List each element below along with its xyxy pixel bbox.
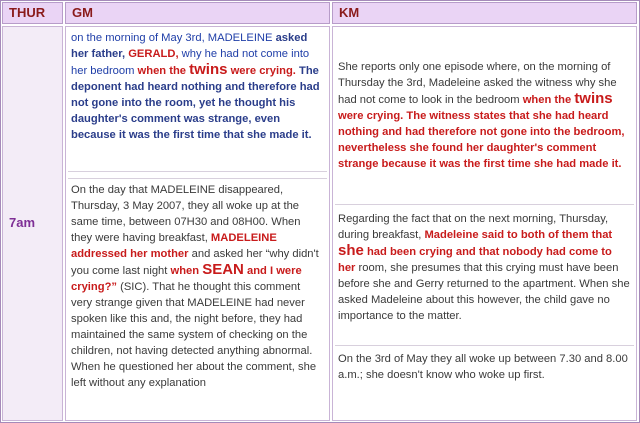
header-thur: THUR <box>2 2 63 24</box>
text-run: when <box>170 265 203 277</box>
text-run: The witness states that she had heard nothing and had therefore not gone into the bedroom, nevertheless she found her daughter's comment strange because it was the first time she had made it. <box>338 110 625 170</box>
text-run: asked her father, <box>71 32 308 60</box>
text-run: Madeleine said to both of them that <box>424 229 613 241</box>
text-run: were crying. <box>338 110 404 122</box>
gm-column <box>65 26 330 421</box>
time-label: 7am <box>9 215 36 230</box>
text-run: room, she presumes that this crying must have been before she and Gerry returned to the apartment. When she asked Madeleine about this however, the child gave no importance to the matter. <box>338 262 630 322</box>
divider <box>335 345 634 348</box>
header-km: KM <box>332 2 637 24</box>
text-run: and I were crying?” <box>71 265 302 293</box>
text-run: when the <box>137 65 190 77</box>
text-run: She reports only one episode where, on the morning of Thursday the 3rd, Madeleine asked the witness why she had not come to look in the bedroom <box>338 61 617 106</box>
divider <box>68 171 327 179</box>
text-run: SEAN <box>202 261 244 278</box>
km-paragraph-2 <box>335 209 634 349</box>
time-column <box>2 26 63 421</box>
text-run: MADELEINE addressed her mother <box>71 232 277 260</box>
text-run: twins <box>574 90 613 107</box>
text-run: On the 3rd of May they all woke up between 7.30 and 8.00 a.m.; she doesn't know who woke up first. <box>338 353 628 381</box>
text-run: on the morning of May 3rd, MADELEINE <box>71 32 276 44</box>
text-run: why he had not come into her bedroom <box>71 48 310 77</box>
text-run: The deponent had heard nothing and therefore had not gone into the room, yet he thought his daughter's comment was strange, even because it was the first time that she made it. <box>71 65 320 141</box>
km-column <box>332 26 637 421</box>
text-run: Regarding the fact that on the next morning, Thursday, during breakfast, <box>338 213 609 241</box>
text-run: had been crying and that nobody had come to her <box>338 246 612 274</box>
text-run: twins <box>189 61 228 78</box>
text-run: she <box>338 242 364 259</box>
text-run: (SIC). That he thought this comment very strange given that MADELEINE had never spoken like this and, the night before, they had maintained the same system of checking on the children, not having detected anything abnormal. When he questioned her about the comment, she left without any explanation <box>71 281 317 389</box>
text-run: On the day that MADELEINE disappeared, Thursday, 3 May 2007, they all woke up at the same time, between 07H30 and 08H00. When they were having breakfast, <box>71 184 301 244</box>
text-run: and asked her “why didn't you come last night <box>71 248 319 277</box>
divider <box>335 204 634 207</box>
gm-paragraph-1 <box>68 28 327 168</box>
text-run: when the <box>522 94 575 106</box>
gm-paragraph-2 <box>68 180 327 419</box>
km-paragraph-3 <box>335 349 634 419</box>
text-run: GERALD, <box>128 48 179 60</box>
header-gm: GM <box>65 2 330 24</box>
text-run: were crying. <box>227 65 296 77</box>
